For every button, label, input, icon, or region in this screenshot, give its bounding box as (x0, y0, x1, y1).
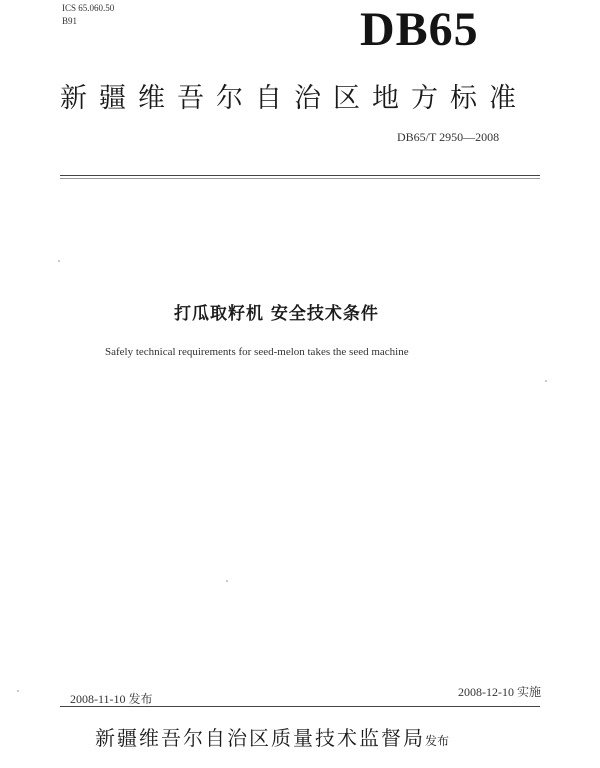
document-title-zh: 打瓜取籽机 安全技术条件 (174, 304, 379, 324)
document-title-en: Safely technical requirements for seed-melon takes the seed machine (105, 346, 409, 358)
header-divider-secondary (60, 178, 540, 179)
issue-date: 2008-11-10 发布 (70, 692, 153, 706)
scan-speck (58, 260, 60, 262)
header-divider (60, 175, 540, 176)
standard-category-title: 新疆维吾尔自治区地方标准 (60, 83, 528, 114)
standard-number: DB65/T 2950—2008 (397, 130, 500, 144)
standard-logo: DB65 (360, 3, 479, 56)
issuer-suffix: 发布 (425, 734, 450, 748)
scan-speck (545, 380, 547, 382)
implementation-date: 2008-12-10 实施 (458, 685, 541, 699)
scan-speck (226, 580, 228, 582)
issuer-name: 新疆维吾尔自治区质量技术监督局 (95, 726, 425, 750)
ics-code: ICS 65.060.50 (62, 3, 115, 13)
scan-speck (17, 690, 19, 692)
issuing-authority (95, 722, 449, 751)
footer-divider (60, 706, 540, 707)
ccs-code: B91 (62, 16, 78, 26)
